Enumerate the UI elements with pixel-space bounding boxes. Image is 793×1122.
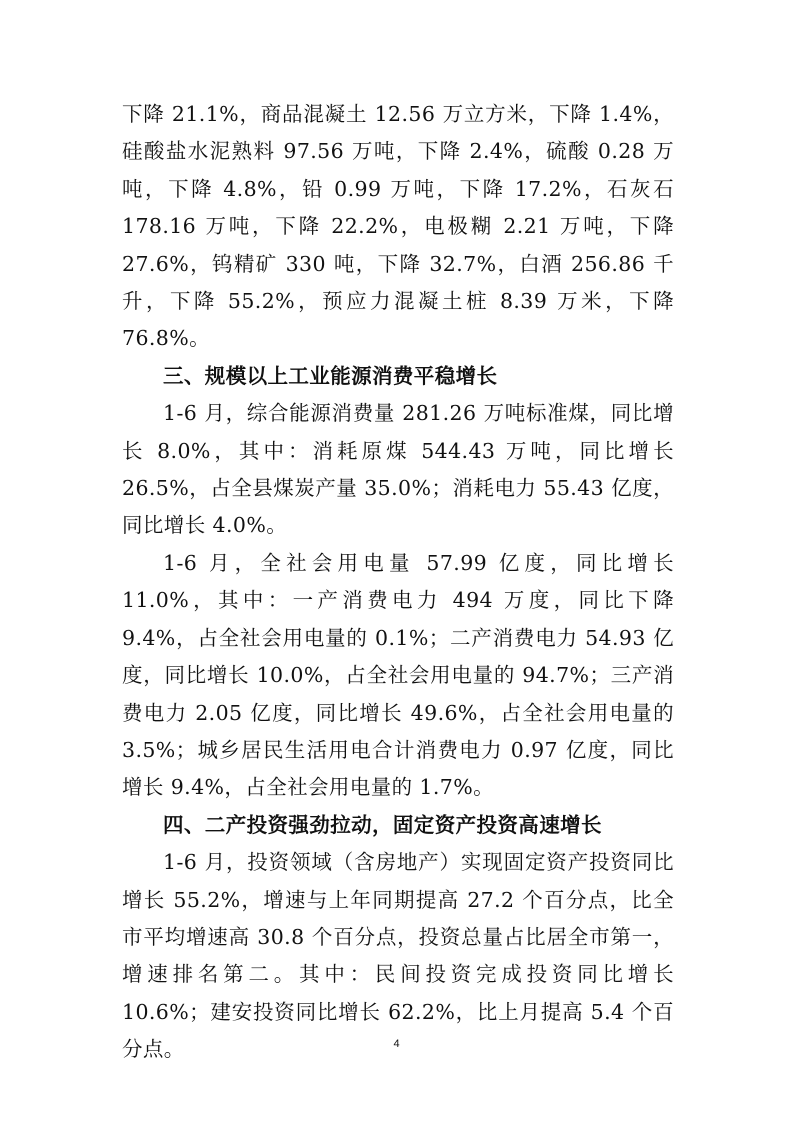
paragraph-fixed-asset-investment: 1-6 月，投资领域（含房地产）实现固定资产投资同比增长 55.2%，增速与上年同期提高 27.2 个百分点，比全市平均增速高 30.8 个百分点，投资总量占比居全市第一，增速排名第二。其中：民间投资完成投资同比增长 10.6%；建安投资同比增长 62.2%，比上月提高 5.4 个百分点。 [122,850,674,1062]
document-body [122,96,674,1069]
page-number: 4 [393,1038,400,1050]
section-heading-energy-consumption: 三、规模以上工业能源消费平稳增长 [163,363,498,388]
paragraph-electricity-usage: 1-6 月，全社会用电量 57.99 亿度，同比增长 11.0%，其中：一产消费电力 494 万度，同比下降 9.4%，占全社会用电量的 0.1%；二产消费电力 54.93 亿度，同比增长 10.0%，占全社会用电量的 94.7%；三产消费电力 2.05 亿度，同比增长 49.6%，占全社会用电量的 3.5%；城乡居民生活用电合计消费电力 0.97 亿度，同比增长 9.4%，占全社会用电量的 1.7%。 [122,550,674,800]
section-heading-investment: 四、二产投资强劲拉动，固定资产投资高速增长 [163,812,602,837]
paragraph-energy-consumption: 1-6 月，综合能源消费量 281.26 万吨标准煤，同比增长 8.0%，其中：消耗原煤 544.43 万吨，同比增长 26.5%，占全县煤炭产量 35.0%；消耗电力 55.43 亿度，同比增长 4.0%。 [122,401,674,538]
paragraph-industrial-output-continued: 下降 21.1%，商品混凝土 12.56 万立方米，下降 1.4%，硅酸盐水泥熟料 97.56 万吨，下降 2.4%，硫酸 0.28 万吨，下降 4.8%，铅 0.99 万吨，下降 17.2%，石灰石 178.16 万吨，下降 22.2%，电极糊 2.21 万吨，下降 27.6%，钨精矿 330 吨，下降 32.7%，白酒 256.86 千升，下降 55.2%，预应力混凝土桩 8.39 万米，下降 76.8%。 [122,102,674,351]
